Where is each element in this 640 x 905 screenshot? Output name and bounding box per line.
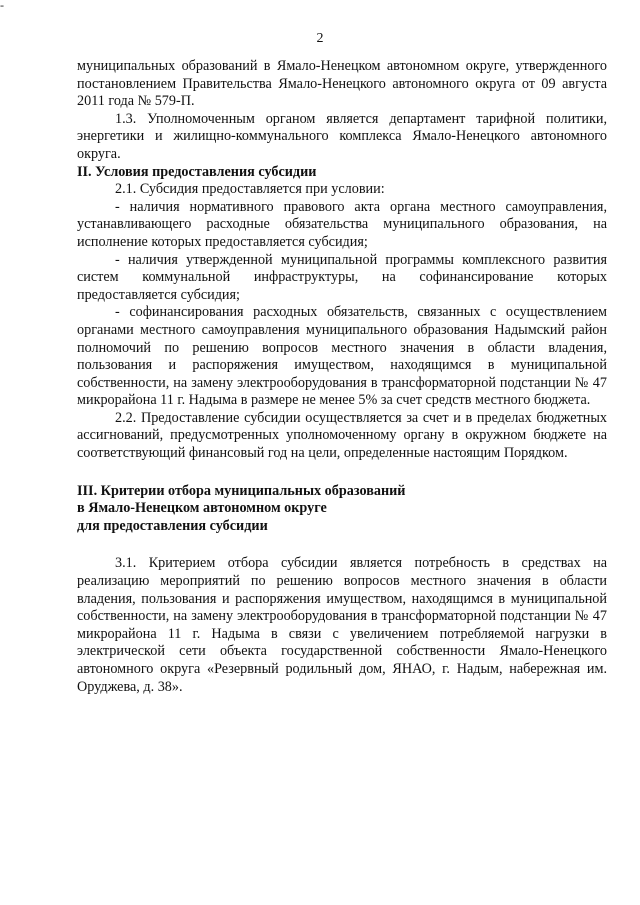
paragraph-1-3: 1.3. Уполномоченным органом является департамент тарифной политики, энергетики и жилищно-коммунального комплекса Ямало-Ненецкого автономного округа. <box>77 110 607 162</box>
list-item-condition-3: - софинансирования расходных обязательств, связанных с осуществлением органами местного самоуправления муниципального образования Надымский район полномочий по решению вопросов местного значения в области владения, пользования и распоряжения имуществом, находящимся в муниципальной собственности, на замену электрооборудования в трансформаторной подстанции № 47 микрорайона 11 г. Надыма в размере не менее 5% за счет средств местного бюджета. <box>77 304 607 409</box>
paragraph-continuation: муниципальных образований в Ямало-Ненецком автономном округе, утвержденного постановлением Правительства Ямало-Ненецкого автономного округа от 09 августа 2011 года № 579-П. <box>77 58 607 110</box>
section-3-heading-line-2: в Ямало-Ненецком автономном округе <box>77 500 327 517</box>
paragraph-2-1: 2.1. Субсидия предоставляется при условии: <box>115 181 385 198</box>
section-2-heading: II. Условия предоставления субсидии <box>77 163 317 180</box>
list-item-condition-1: - наличия нормативного правового акта органа местного самоуправления, устанавливающего расходные обязательства муниципального образования, на исполнение которых предоставляется субсидия; <box>77 198 607 250</box>
section-3-heading <box>77 483 607 536</box>
corner-mark: - <box>0 0 4 12</box>
section-3-heading-line-1: III. Критерии отбора муниципальных образований <box>77 482 406 499</box>
document-body <box>77 58 607 696</box>
list-item-condition-2: - наличия утвержденной муниципальной программы комплексного развития систем коммунальной инфраструктуры, на софинансирование которых предоставляется субсидия; <box>77 251 607 303</box>
page-number: 2 <box>316 31 324 46</box>
section-3-heading-line-3: для предоставления субсидии <box>77 517 268 534</box>
paragraph-2-2: 2.2. Предоставление субсидии осуществляется за счет и в пределах бюджетных ассигнований, предусмотренных уполномоченному органу в окружном бюджете на соответствующий финансовый год на цели, определенные настоящим Порядком. <box>77 409 607 462</box>
paragraph-3-1: 3.1. Критерием отбора субсидии является потребность в средствах на реализацию мероприятий по решению вопросов местного значения в области владения, пользования и распоряжения имуществом, находящимся в муниципальной собственности, на замену электрооборудования в трансформаторной подстанции № 47 микрорайона 11 г. Надыма в связи с увеличением потребляемой нагрузки в электрической сети объекта государственной собственности Ямало-Ненецкого автономного округа «Резервный родильный дом, ЯНАО, г. Надым, набережная им. Оруджева, д. 38». <box>77 555 607 695</box>
